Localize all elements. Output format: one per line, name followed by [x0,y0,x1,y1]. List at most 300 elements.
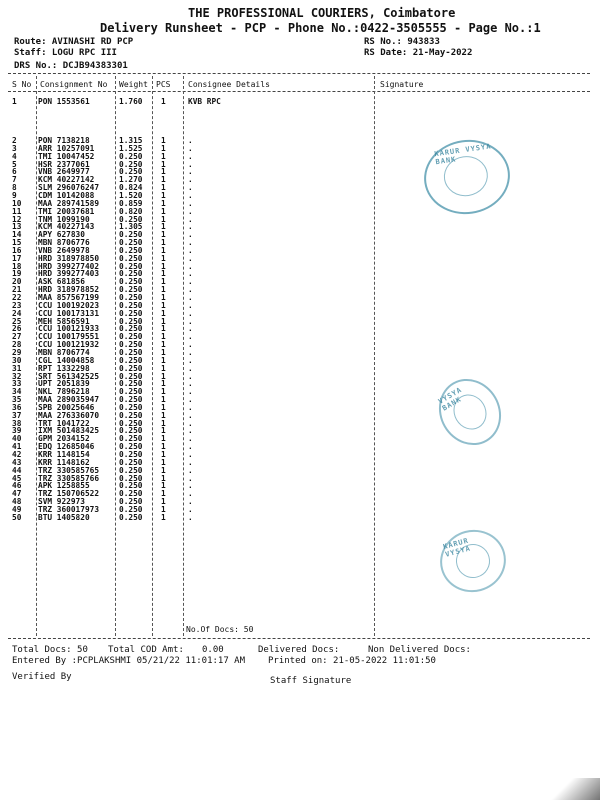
row-consignee-details: . [188,450,193,459]
row-sno: 37 [12,410,22,420]
table-row [0,207,600,215]
table-row [0,269,600,277]
row-weight: 0.250 [119,300,143,310]
row-sno: 39 [12,426,22,436]
table-row [0,458,600,466]
row-weight: 0.250 [119,363,143,373]
row-weight: 0.250 [119,245,143,255]
row-consignment-no: MAA 289741589 [38,198,100,208]
row-pcs: 1 [161,465,166,475]
table-row [0,379,600,387]
row-consignment-no: NKL 7896218 [38,387,90,397]
col-consignee: Consignee Details [188,80,270,89]
row-consignee-details: . [188,230,193,240]
row-consignee-details: . [188,442,193,452]
row-pcs: 1 [161,489,166,499]
table-row [0,387,600,395]
company-title: THE PROFESSIONAL COURIERS, Coimbatore [188,6,456,20]
row-consignment-no: PON 1553561 [38,97,90,106]
row-consignee-details: . [188,497,193,507]
row-consignee-details: . [188,136,193,145]
row-consignment-no: TRZ 150706522 [38,489,100,499]
row-consignment-no: TRT 1041722 [38,418,90,428]
delivered-docs: Delivered Docs: [258,645,340,655]
row-pcs: 1 [161,504,166,514]
table-row [0,136,600,144]
row-consignment-no: TMI 10047452 [38,151,95,161]
row-consignment-no: SVM 922973 [38,497,85,507]
table-row [0,144,600,152]
row-pcs: 1 [161,395,166,405]
row-sno: 19 [12,269,22,279]
row-weight: 0.250 [119,308,143,318]
row-consignee-details: . [188,214,193,224]
row-consignment-no: CDM 10142088 [38,190,95,200]
rs-date: RS Date: 21-May-2022 [364,48,473,58]
table-row [0,183,600,191]
row-consignee-details: . [188,332,193,342]
route-label: Route: AVINASHI RD PCP [14,37,134,47]
row-consignee-details: . [188,308,193,318]
row-consignment-no: VNB 2649977 [38,167,90,177]
row-consignment-no: HRD 318978852 [38,285,100,295]
row-sno: 22 [12,293,22,302]
row-consignment-no: CCU 100121932 [38,340,100,350]
col-consignment: Consignment No [40,80,108,89]
row-consignee-details: . [188,402,193,412]
row-weight: 0.250 [119,465,143,475]
row-consignee-details: . [188,457,193,467]
scan-artifact [540,778,600,800]
row-pcs: 1 [161,136,166,145]
row-sno: 13 [12,222,22,232]
row-weight: 0.250 [119,473,143,483]
table-row [0,489,600,497]
stamp-text: KARUR VYSYA [442,536,472,559]
table-row [0,497,600,505]
row-pcs: 1 [161,300,166,310]
row-consignee-details: . [188,167,193,177]
row-sno: 47 [12,489,22,499]
row-sno: 32 [12,371,22,381]
row-consignment-no: KRR 1148162 [38,457,90,467]
row-consignment-no: ASK 681856 [38,277,85,287]
row-sno: 21 [12,285,22,295]
stamp-text: KARUR VYSYA BANK [433,142,492,167]
entered-by: Entered By :PCPLAKSHMI 05/21/22 11:01:17 AM [12,656,245,666]
row-sno: 26 [12,324,22,334]
table-row [0,356,600,364]
row-pcs: 1 [161,434,166,444]
row-pcs: 1 [161,253,166,263]
row-consignee-details: . [188,395,193,405]
row-pcs: 1 [161,363,166,373]
row-pcs: 1 [161,97,166,106]
row-consignee-details: . [188,324,193,334]
row-weight: 0.250 [119,434,143,444]
col-weight: Weight [119,80,148,89]
row-sno: 45 [12,473,22,483]
row-weight: 0.250 [119,387,143,397]
row-consignee-details: . [188,253,193,263]
row-consignment-no: APY 627830 [38,230,85,240]
row-consignment-no: PON 7138218 [38,136,90,145]
table-row [0,419,600,427]
row-consignment-no: VNB 2649978 [38,245,90,255]
row-sno: 40 [12,434,22,444]
row-consignment-no: ARR 10257091 [38,143,95,153]
row-sno: 33 [12,379,22,389]
row-consignee-details: . [188,151,193,161]
row-pcs: 1 [161,410,166,420]
row-sno: 17 [12,253,22,263]
row-sno: 43 [12,457,22,467]
row-sno: 16 [12,245,22,255]
row-weight: 0.250 [119,379,143,389]
row-weight: 0.250 [119,293,143,302]
row-consignee-details: . [188,363,193,373]
row-weight: 1.760 [119,97,143,106]
row-consignee-details: . [188,489,193,499]
row-sno: 8 [12,183,17,193]
row-consignment-no: CCU 100179551 [38,332,100,342]
row-pcs: 1 [161,238,166,248]
table-row [0,230,600,238]
row-pcs: 1 [161,167,166,177]
row-weight: 1.270 [119,175,143,185]
no-of-docs: No.Of Docs: 50 [186,625,254,634]
row-consignment-no: KRR 1148154 [38,450,90,459]
col-sno: S No [12,80,32,89]
row-consignee-details: . [188,198,193,208]
row-pcs: 1 [161,355,166,365]
row-pcs: 1 [161,497,166,507]
row-consignment-no: RPT 1332298 [38,363,90,373]
row-sno: 12 [12,214,22,224]
table-row [0,364,600,372]
row-consignment-no: APK 1258855 [38,481,90,491]
row-weight: 0.250 [119,418,143,428]
row-consignment-no: MBN 8706776 [38,238,90,248]
row-weight: 0.250 [119,167,143,177]
row-consignment-no: GPM 2034152 [38,434,90,444]
row-weight: 0.250 [119,277,143,287]
row-pcs: 1 [161,198,166,208]
row-weight: 0.250 [119,457,143,467]
col-signature: Signature [380,80,424,89]
row-consignee-details: . [188,371,193,381]
table-row [0,340,600,348]
row-pcs: 1 [161,293,166,302]
row-consignee-details: . [188,504,193,514]
total-docs: Total Docs: 50 [12,645,88,655]
row-consignee-details: . [188,206,193,216]
table-row [0,411,600,419]
row-weight: 0.250 [119,497,143,507]
table-row [0,199,600,207]
table-row [0,324,600,332]
row-pcs: 1 [161,183,166,193]
row-consignee-details: . [188,293,193,302]
row-consignee-details: . [188,347,193,357]
table-row [0,481,600,489]
row-consignment-no: MAA 276336070 [38,410,100,420]
table-row [0,97,600,105]
row-weight: 1.520 [119,190,143,200]
row-weight: 0.250 [119,410,143,420]
row-consignee-details: . [188,269,193,279]
row-weight: 0.250 [119,371,143,381]
row-pcs: 1 [161,143,166,153]
row-weight: 0.250 [119,426,143,436]
row-pcs: 1 [161,308,166,318]
row-pcs: 1 [161,285,166,295]
staff-signature: Staff Signature [270,676,352,686]
table-row [0,395,600,403]
row-pcs: 1 [161,340,166,350]
row-sno: 27 [12,332,22,342]
row-sno: 48 [12,497,22,507]
row-sno: 31 [12,363,22,373]
row-weight: 0.250 [119,340,143,350]
header-divider [8,73,590,74]
row-consignee-details: . [188,434,193,444]
row-consignment-no: CCU 100121933 [38,324,100,334]
row-sno: 1 [12,97,17,106]
table-row [0,222,600,230]
drs-number: DRS No.: DCJB94383301 [14,61,128,71]
col-pcs: PCS [156,80,171,89]
row-pcs: 1 [161,371,166,381]
row-sno: 15 [12,238,22,248]
row-consignment-no: CCU 100173131 [38,308,100,318]
row-consignee-details: . [188,143,193,153]
table-row [0,285,600,293]
staff-label: Staff: LOGU RPC III [14,48,117,58]
row-sno: 35 [12,395,22,405]
row-sno: 49 [12,504,22,514]
row-pcs: 1 [161,512,166,522]
row-sno: 36 [12,402,22,412]
row-consignee-details: . [188,222,193,232]
table-row [0,450,600,458]
row-sno: 6 [12,167,17,177]
row-consignee-details: . [188,465,193,475]
row-sno: 20 [12,277,22,287]
row-consignment-no: MAA 857567199 [38,293,100,302]
row-consignee-details: . [188,285,193,295]
table-row [0,505,600,513]
row-weight: 0.250 [119,347,143,357]
table-row [0,403,600,411]
row-weight: 0.250 [119,159,143,169]
row-consignee-details: . [188,473,193,483]
row-sno: 5 [12,159,17,169]
table-row [0,348,600,356]
row-consignee-details: . [188,340,193,350]
row-consignment-no: SRT 561342525 [38,371,100,381]
row-pcs: 1 [161,324,166,334]
table-row [0,160,600,168]
row-consignee-details: . [188,190,193,200]
row-weight: 0.250 [119,395,143,405]
row-consignee-details: . [188,175,193,185]
table-row [0,238,600,246]
row-sno: 38 [12,418,22,428]
table-row [0,309,600,317]
row-consignment-no: UPT 2051839 [38,379,90,389]
row-weight: 0.250 [119,151,143,161]
row-consignment-no: CCU 100192023 [38,300,100,310]
row-sno: 10 [12,198,22,208]
runsheet-subtitle: Delivery Runsheet - PCP - Phone No.:0422-3505555 - Page No.:1 [100,21,541,35]
row-weight: 0.824 [119,183,143,193]
footer-divider [8,638,590,639]
row-pcs: 1 [161,387,166,397]
row-sno: 7 [12,175,17,185]
row-consignment-no: HRD 318978850 [38,253,100,263]
row-consignment-no: TRZ 330585766 [38,473,100,483]
row-weight: 0.250 [119,238,143,248]
row-weight: 0.820 [119,206,143,216]
row-consignment-no: TRZ 360017973 [38,504,100,514]
row-sno: 30 [12,355,22,365]
row-consignee-details: . [188,238,193,248]
row-pcs: 1 [161,190,166,200]
table-row [0,246,600,254]
total-cod-value: 0.00 [202,645,224,655]
row-sno: 4 [12,151,17,161]
row-weight: 0.250 [119,269,143,279]
table-row [0,426,600,434]
rs-number: RS No.: 943833 [364,37,440,47]
row-pcs: 1 [161,418,166,428]
row-sno: 14 [12,230,22,240]
non-delivered-docs: Non Delivered Docs: [368,645,471,655]
row-consignee-details: . [188,387,193,397]
row-sno: 25 [12,316,22,326]
row-sno: 24 [12,308,22,318]
row-weight: 0.250 [119,402,143,412]
row-pcs: 1 [161,151,166,161]
row-consignment-no: KCM 40227143 [38,222,95,232]
row-consignment-no: HRD 399277403 [38,269,100,279]
row-consignee-details: . [188,355,193,365]
row-weight: 0.250 [119,512,143,522]
row-consignment-no: TRZ 330585765 [38,465,100,475]
row-consignment-no: MAA 289035947 [38,395,100,405]
table-row [0,152,600,160]
row-sno: 34 [12,387,22,397]
row-weight: 0.250 [119,489,143,499]
row-pcs: 1 [161,379,166,389]
row-sno: 29 [12,347,22,357]
row-weight: 1.315 [119,136,143,145]
row-consignee-details: . [188,316,193,326]
row-consignment-no: TNM 1099190 [38,214,90,224]
row-sno: 9 [12,190,17,200]
row-consignment-no: KCM 40227142 [38,175,95,185]
row-pcs: 1 [161,277,166,287]
total-cod-label: Total COD Amt: [108,645,184,655]
row-pcs: 1 [161,230,166,240]
row-sno: 50 [12,512,22,522]
row-sno: 3 [12,143,17,153]
row-sno: 28 [12,340,22,350]
row-pcs: 1 [161,473,166,483]
row-pcs: 1 [161,175,166,185]
row-pcs: 1 [161,316,166,326]
row-pcs: 1 [161,269,166,279]
table-row [0,293,600,301]
row-consignment-no: SLM 296076247 [38,183,100,193]
table-row [0,254,600,262]
row-pcs: 1 [161,214,166,224]
table-row [0,372,600,380]
row-pcs: 1 [161,442,166,452]
stamp-text: VYSYA BANK [436,385,464,413]
row-weight: 0.250 [119,316,143,326]
table-row [0,513,600,521]
row-consignee-details: KVB RPC [188,97,221,106]
bank-stamp [433,523,513,600]
row-sno: 44 [12,465,22,475]
row-sno: 2 [12,136,17,145]
row-pcs: 1 [161,402,166,412]
row-sno: 11 [12,206,22,216]
row-consignment-no: MBN 8706774 [38,347,90,357]
row-consignment-no: IXM 501483425 [38,426,100,436]
table-row [0,434,600,442]
row-pcs: 1 [161,347,166,357]
row-weight: 0.250 [119,355,143,365]
row-pcs: 1 [161,245,166,255]
row-sno: 42 [12,450,22,459]
row-weight: 0.250 [119,214,143,224]
row-sno: 23 [12,300,22,310]
row-weight: 0.250 [119,324,143,334]
row-consignment-no: BTU 1405820 [38,512,90,522]
row-consignee-details: . [188,426,193,436]
row-pcs: 1 [161,450,166,459]
row-weight: 0.250 [119,285,143,295]
row-sno: 46 [12,481,22,491]
row-weight: 1.525 [119,143,143,153]
row-pcs: 1 [161,159,166,169]
row-consignee-details: . [188,512,193,522]
table-row [0,277,600,285]
row-consignee-details: . [188,183,193,193]
row-consignee-details: . [188,410,193,420]
row-consignee-details: . [188,300,193,310]
table-row [0,191,600,199]
row-sno: 18 [12,261,22,271]
row-consignee-details: . [188,379,193,389]
table-row [0,474,600,482]
row-consignment-no: HSR 2377061 [38,159,90,169]
row-sno: 41 [12,442,22,452]
row-weight: 0.250 [119,332,143,342]
row-weight: 0.250 [119,442,143,452]
row-weight: 1.305 [119,222,143,232]
row-weight: 0.250 [119,253,143,263]
row-consignee-details: . [188,261,193,271]
row-consignment-no: TMI 20037681 [38,206,95,216]
row-weight: 0.250 [119,230,143,240]
table-row [0,301,600,309]
printed-on: Printed on: 21-05-2022 11:01:50 [268,656,436,666]
row-consignee-details: . [188,245,193,255]
